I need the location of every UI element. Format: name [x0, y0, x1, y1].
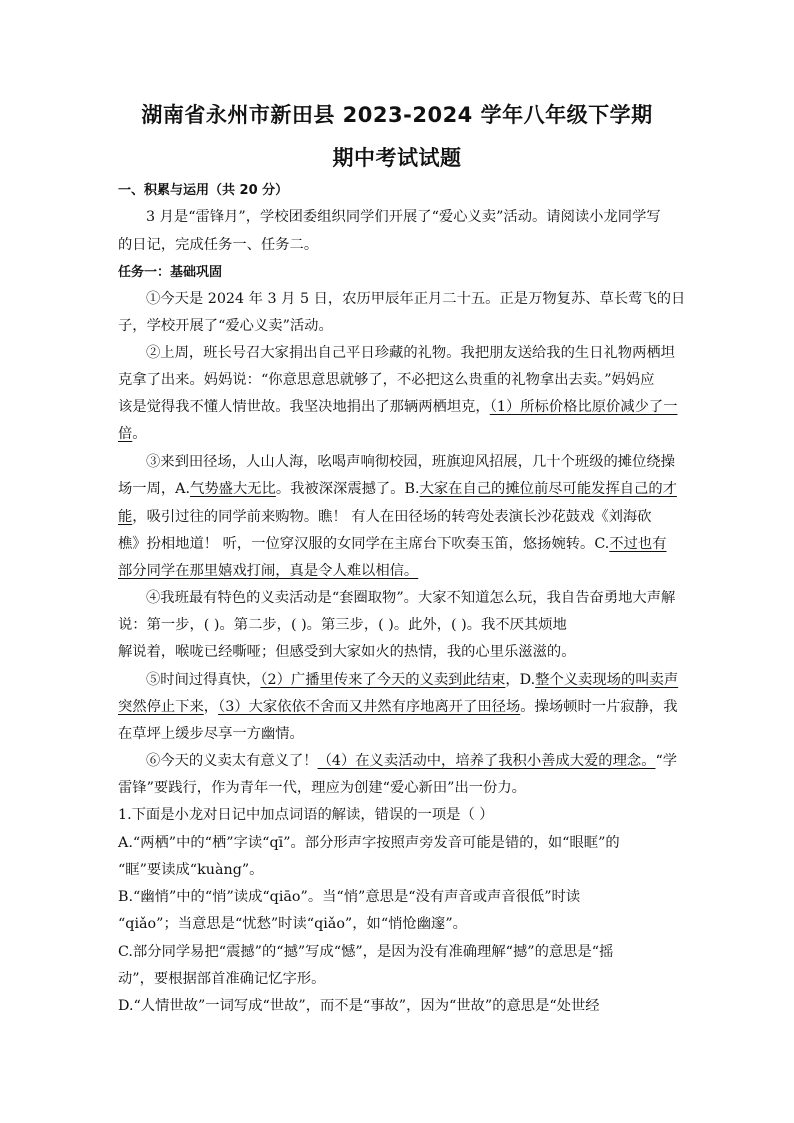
diary-line: ④我班最有特色的义卖活动是“套圈取物”。大家不知道怎么玩，我自告奋勇地大声解: [146, 590, 676, 606]
diary-text: ⑥今天的义卖太有意义了！: [146, 753, 318, 769]
option-c: C.部分同学易把“震撼”的“撼”写成“憾”，是因为没有准确理解“撼”的意思是“摇: [118, 944, 614, 960]
diary-line: 子，学校开展了“爱心义卖”活动。: [118, 318, 333, 334]
option-a: A.“两栖”中的“栖”字读“qī”。部分形声字按照声旁发音可能是错的，如“眼眶”的: [118, 835, 620, 851]
exam-title: 湖南省永州市新田县 2023-2024 学年八年级下学期: [141, 103, 653, 127]
underlined-sentence: 气势盛大无比: [190, 481, 276, 497]
diary-line: [118, 561, 678, 581]
diary-line: ③来到田径场，人山人海，吆喝声响彻校园，班旗迎风招展，几十个班级的摊位绕操: [146, 454, 675, 470]
diary-line: 雷锋”要践行，作为青年一代，理应为创建“爱心新田”出一份力。: [118, 780, 526, 796]
option-a: “眶”要读成“kuàng”。: [118, 862, 264, 878]
diary-text: ，吸引过往的同学前来购物。瞧！ 有人在田径场的转弯处表演长沙花鼓戏《刘海砍: [132, 509, 652, 525]
diary-text: 。我被深深震撼了。B.: [275, 481, 420, 497]
diary-text: 场一周，A.: [118, 481, 191, 497]
underlined-sentence: （1）所标价格比原价减少了一: [489, 399, 678, 415]
section-heading: 一、积累与运用（共 20 分）: [118, 183, 289, 198]
diary-line: [118, 424, 678, 444]
underlined-sentence: （3）大家依依不舍而又井然有序地离开了田径场: [218, 699, 521, 715]
diary-line: [118, 507, 678, 527]
diary-text: 该是觉得我不懂人情世故。我坚决地捐出了那辆两栖坦克，: [118, 399, 490, 415]
underlined-sentence: 大家在自己的摊位前尽可能发挥自己的才: [419, 481, 677, 497]
diary-text: 樵》扮相地道！ 听，一位穿汉服的女同学在主席台下吹奏玉笛，悠扬婉转。C.: [118, 536, 610, 552]
diary-text: 。: [132, 426, 147, 442]
option-b: B.“幽悄”中的“悄”读成“qiāo”。当“悄”意思是“没有声音或声音很低”时读: [118, 889, 581, 905]
diary-line: [118, 670, 706, 690]
underlined-sentence: 能: [118, 509, 133, 525]
underlined-sentence: （2）广播里传来了今天的义卖到此结束: [260, 672, 506, 688]
diary-text: “学: [655, 753, 678, 769]
underlined-sentence: 突然停止下来: [118, 699, 204, 715]
option-d: D.“人情世故”一词写成“世故”，而不是“事故”，因为“世故”的意思是“处世经: [118, 998, 600, 1014]
diary-line: 说：第一步，( )。第二步，( )。第三步，( )。此外，( )。我不厌其烦地: [118, 617, 567, 633]
option-b: “qiǎo”；当意思是“忧愁”时读“qiǎo”，如“悄怆幽邃”。: [118, 916, 467, 932]
diary-line: 在草坪上缓步尽享一方幽情。: [118, 726, 304, 742]
diary-line: [118, 479, 678, 499]
diary-line: 解说着，喉咙已经嘶哑；但感受到大家如火的热情，我的心里乐滋滋的。: [118, 644, 576, 660]
underlined-sentence: 整个义卖现场的叫卖声: [535, 672, 679, 688]
underlined-sentence: （4）在义卖活动中，培养了我积小善成大爱的理念。: [317, 753, 656, 769]
underlined-sentence: 倍: [118, 426, 133, 442]
option-c: 动”，要根据部首准确记忆字形。: [118, 971, 326, 987]
diary-text: ⑤时间过得真快，: [146, 672, 261, 688]
diary-line: [118, 397, 678, 417]
task-heading: 任务一：基础巩固: [118, 265, 223, 280]
underlined-sentence: 不过也有: [609, 536, 667, 552]
intro-line: 的日记，完成任务一、任务二。: [118, 237, 319, 253]
diary-line: 克拿了出来。妈妈说：“你意思意思就够了，不必把这么贵重的礼物拿出去卖。”妈妈应: [118, 372, 655, 388]
diary-line: ②上周，班长号召大家捐出自己平日珍藏的礼物。我把朋友送给我的生日礼物两栖坦: [146, 345, 675, 361]
intro-line: 3 月是“雷锋月”，学校团委组织同学们开展了“爱心义卖”活动。请阅读小龙同学写: [146, 209, 661, 225]
diary-text: 。操场顿时一片寂静，我: [520, 699, 678, 715]
question-stem: 1.下面是小龙对日记中加点词语的解读，错误的一项是（ ）: [118, 807, 494, 823]
diary-text: ，D.: [505, 672, 536, 688]
diary-line: [118, 751, 706, 771]
diary-line: ①今天是 2024 年 3 月 5 日，农历甲辰年正月二十五。正是万物复苏、草长莺飞的日: [146, 291, 686, 307]
diary-line: [118, 534, 678, 554]
diary-text: ，: [203, 699, 219, 715]
exam-subtitle: 期中考试试题: [332, 146, 462, 170]
underlined-sentence: 部分同学在那里嬉戏打闹，真是令人难以相信。: [118, 563, 419, 579]
diary-line: [118, 697, 678, 717]
